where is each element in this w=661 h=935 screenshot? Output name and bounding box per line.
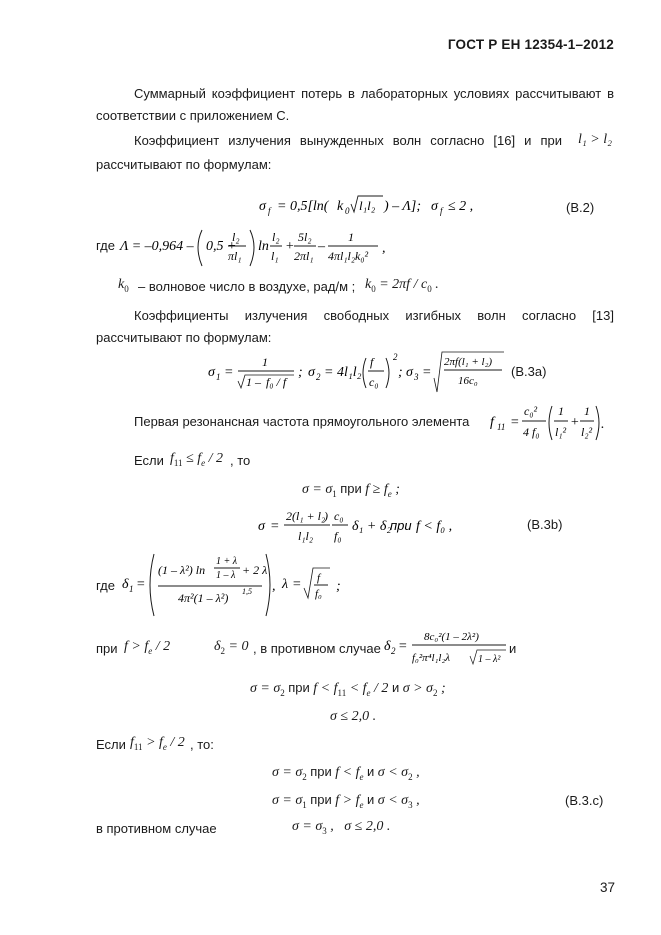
formula-b3a <box>208 348 508 396</box>
svg-text:f: f <box>268 206 271 216</box>
svg-text:;: ; <box>298 365 303 380</box>
if-tail: , то <box>230 453 251 468</box>
svg-text:;: ; <box>336 579 341 594</box>
formula-sigma-2: $\sigma = \sigma_2$ при $f < f_{11} < f_e / 2$ и $\sigma > \sigma_2$ ; <box>250 680 446 698</box>
svg-text:f: f <box>440 206 443 216</box>
at-label: при <box>96 641 118 656</box>
svg-text:=: = <box>224 365 234 380</box>
svg-text:σ: σ <box>406 365 413 380</box>
svg-text:l₂²: l₂² <box>581 425 593 439</box>
svg-text:l₁l₂: l₁l₂ <box>298 529 314 543</box>
svg-text:–: – <box>318 239 325 254</box>
svg-text:2πl₁: 2πl₁ <box>294 249 314 263</box>
svg-text:+: + <box>285 239 295 254</box>
svg-text:l₂: l₂ <box>272 230 280 244</box>
svg-text:Λ = –0,964 –: Λ = –0,964 – <box>120 239 194 254</box>
delta2-zero: $\delta_2 = 0$ <box>214 639 249 656</box>
formula-lambda <box>120 222 390 272</box>
svg-text:f: f <box>317 572 321 584</box>
svg-text:=: = <box>398 639 408 654</box>
svg-text:1: 1 <box>216 372 221 382</box>
svg-text:= 0,5[ln(: = 0,5[ln( <box>277 199 329 214</box>
svg-text:1 –: 1 – <box>246 375 261 389</box>
svg-text:f: f <box>370 355 374 369</box>
and-label: и <box>509 641 517 656</box>
svg-text:=: = <box>292 577 302 592</box>
svg-text:0: 0 <box>345 206 350 216</box>
svg-text:c₀²: c₀² <box>524 404 538 418</box>
svg-text:l₁: l₁ <box>271 249 279 263</box>
svg-text:11: 11 <box>497 422 506 432</box>
svg-text:=: = <box>510 415 520 430</box>
equation-number: (B.2) <box>566 200 595 215</box>
where-label: где <box>96 578 115 593</box>
formula-b3b <box>258 506 468 546</box>
if-label: Если <box>134 453 164 468</box>
svg-text:1: 1 <box>558 404 564 418</box>
svg-text:l₁l₂: l₁l₂ <box>344 365 362 380</box>
svg-text:ln: ln <box>258 239 269 254</box>
svg-text:8c₀²(1 – 2λ²): 8c₀²(1 – 2λ²) <box>424 631 479 643</box>
condition-inline: l₁ > l₂ <box>578 132 612 147</box>
svg-text:2(: 2( <box>286 509 296 523</box>
svg-text:2πf(l₁ + l₂): 2πf(l₁ + l₂) <box>444 356 493 368</box>
svg-text:=: = <box>136 577 146 592</box>
formula-sigma-limit: σ ≤ 2,0 . <box>330 709 377 724</box>
where-label: где <box>96 238 115 253</box>
formula-f11 <box>490 398 606 444</box>
svg-text:= 4: = 4 <box>324 365 344 380</box>
k0-formula: $k_0 = 2\pi f / c_0$ . <box>365 277 439 294</box>
svg-text:2: 2 <box>391 646 396 656</box>
otherwise-label: , в противном случае <box>253 641 381 656</box>
k0-description: – волновое число в воздухе, рад/м ; <box>138 279 356 294</box>
otherwise-label: в противном случае <box>96 821 217 836</box>
paragraph-line: рассчитывают по формулам: <box>96 157 272 172</box>
svg-text:f < f₀ ,: f < f₀ , <box>416 519 453 534</box>
svg-text:k: k <box>337 199 344 214</box>
condition-formula: $f > f_e / 2$ <box>124 639 171 656</box>
svg-text:16c₀: 16c₀ <box>458 375 478 387</box>
svg-text:f₀: f₀ <box>334 529 342 543</box>
svg-text:при: при <box>390 518 412 533</box>
standard-header: ГОСТ Р ЕН 12354-1–2012 <box>447 37 614 52</box>
svg-text:σ: σ <box>258 519 265 534</box>
svg-text:;: ; <box>398 365 403 380</box>
if-label: Если <box>96 737 126 752</box>
svg-text:3: 3 <box>414 372 419 382</box>
svg-text:1: 1 <box>348 230 354 244</box>
svg-text:σ: σ <box>308 365 315 380</box>
svg-text:λ: λ <box>282 577 289 592</box>
svg-text:+ 2 λ: + 2 λ <box>242 563 268 577</box>
svg-text:4π²(1 – λ²): 4π²(1 – λ²) <box>178 591 229 605</box>
svg-text:1 + λ: 1 + λ <box>216 556 238 567</box>
svg-text:1 – λ²: 1 – λ² <box>478 654 501 665</box>
svg-text:,: , <box>382 241 386 256</box>
svg-text:5l₂: 5l₂ <box>298 230 312 244</box>
formula-delta1 <box>120 550 360 620</box>
svg-text:1: 1 <box>262 355 268 369</box>
svg-text:πl₁: πl₁ <box>228 249 242 263</box>
formula-sigma-2b: $\sigma = \sigma_2$ при $f < f_e$ и $\sigma < \sigma_2$ , <box>272 764 420 782</box>
svg-text:σ: σ <box>208 365 215 380</box>
if-tail: , то: <box>190 737 214 752</box>
svg-text:1: 1 <box>129 584 134 594</box>
svg-text:c₀: c₀ <box>334 509 344 523</box>
equation-number: (B.3.c) <box>565 793 604 808</box>
svg-text:,: , <box>272 579 276 594</box>
svg-text:l₁l₂: l₁l₂ <box>359 198 376 213</box>
paragraph-line: Коэффициенты излучения свободных изгибных волн согласно [13] <box>134 308 614 323</box>
paragraph-line: рассчитывают по формулам: <box>96 330 272 345</box>
paragraph-line: Суммарный коэффициент потерь в лабораторных условиях рассчитывают в <box>134 86 614 101</box>
svg-text:.: . <box>601 417 605 432</box>
condition-formula: $f_{11} > f_e / 2$ <box>130 735 185 752</box>
svg-text:l₁ + l₂: l₁ + l₂ <box>296 509 326 523</box>
formula-delta2 <box>384 626 508 670</box>
svg-text:(1 – λ²) ln: (1 – λ²) ln <box>158 563 206 577</box>
paragraph-line: соответствии с приложением С. <box>96 108 290 123</box>
condition-formula: $f_{11} \le f_e / 2$ <box>170 451 224 468</box>
svg-text:4 f₀: 4 f₀ <box>523 425 540 439</box>
svg-text:f₀ / f: f₀ / f <box>266 375 287 389</box>
svg-text:δ: δ <box>122 577 129 592</box>
svg-text:1,5: 1,5 <box>242 587 252 596</box>
svg-text:=: = <box>270 519 280 534</box>
svg-text:+: + <box>570 415 580 430</box>
paragraph-line: Первая резонансная частота прямоугольного элемента <box>134 414 470 429</box>
svg-text:σ: σ <box>431 199 438 214</box>
svg-text:=: = <box>422 365 432 380</box>
paragraph-line: Коэффициент излучения вынужденных волн согласно [16] и при <box>134 133 562 148</box>
formula-sigma-3: $\sigma = \sigma_3$ , σ ≤ 2,0 . <box>292 819 391 836</box>
equation-number: (B.3b) <box>527 517 563 532</box>
equation-number: (B.3a) <box>511 364 547 379</box>
svg-text:l₁²: l₁² <box>555 425 567 439</box>
svg-text:): ) <box>324 509 328 523</box>
svg-text:4πl₁l₂k₀²: 4πl₁l₂k₀² <box>328 249 369 263</box>
svg-text:≤ 2 ,: ≤ 2 , <box>448 199 474 214</box>
svg-text:) – Λ];: ) – Λ]; <box>384 199 421 214</box>
svg-text:l₂: l₂ <box>232 230 240 244</box>
svg-text:1 – λ: 1 – λ <box>216 570 236 581</box>
svg-text:0,5 +: 0,5 + <box>206 239 237 254</box>
svg-text:f₀: f₀ <box>315 588 322 600</box>
svg-text:f₀²π⁴l₁l₂λ: f₀²π⁴l₁l₂λ <box>412 652 451 664</box>
svg-text:2: 2 <box>393 352 398 362</box>
svg-text:δ: δ <box>384 639 391 654</box>
svg-text:c₀: c₀ <box>369 375 379 389</box>
svg-text:f: f <box>490 415 494 430</box>
formula-sigma-1b: $\sigma = \sigma_1$ при $f > f_e$ и $\sigma < \sigma_3$ , <box>272 792 420 810</box>
svg-text:σ: σ <box>259 199 266 214</box>
k0-symbol: $k_0$ <box>118 277 129 294</box>
svg-text:2: 2 <box>316 372 321 382</box>
svg-text:1: 1 <box>584 404 590 418</box>
formula-b2 <box>255 192 474 220</box>
page-number: 37 <box>599 880 615 895</box>
formula-sigma-1: $\sigma = \sigma_1$ при $f \ge f_e$ ; <box>302 481 400 499</box>
svg-text:δ₁ + δ₂: δ₁ + δ₂ <box>352 519 392 534</box>
